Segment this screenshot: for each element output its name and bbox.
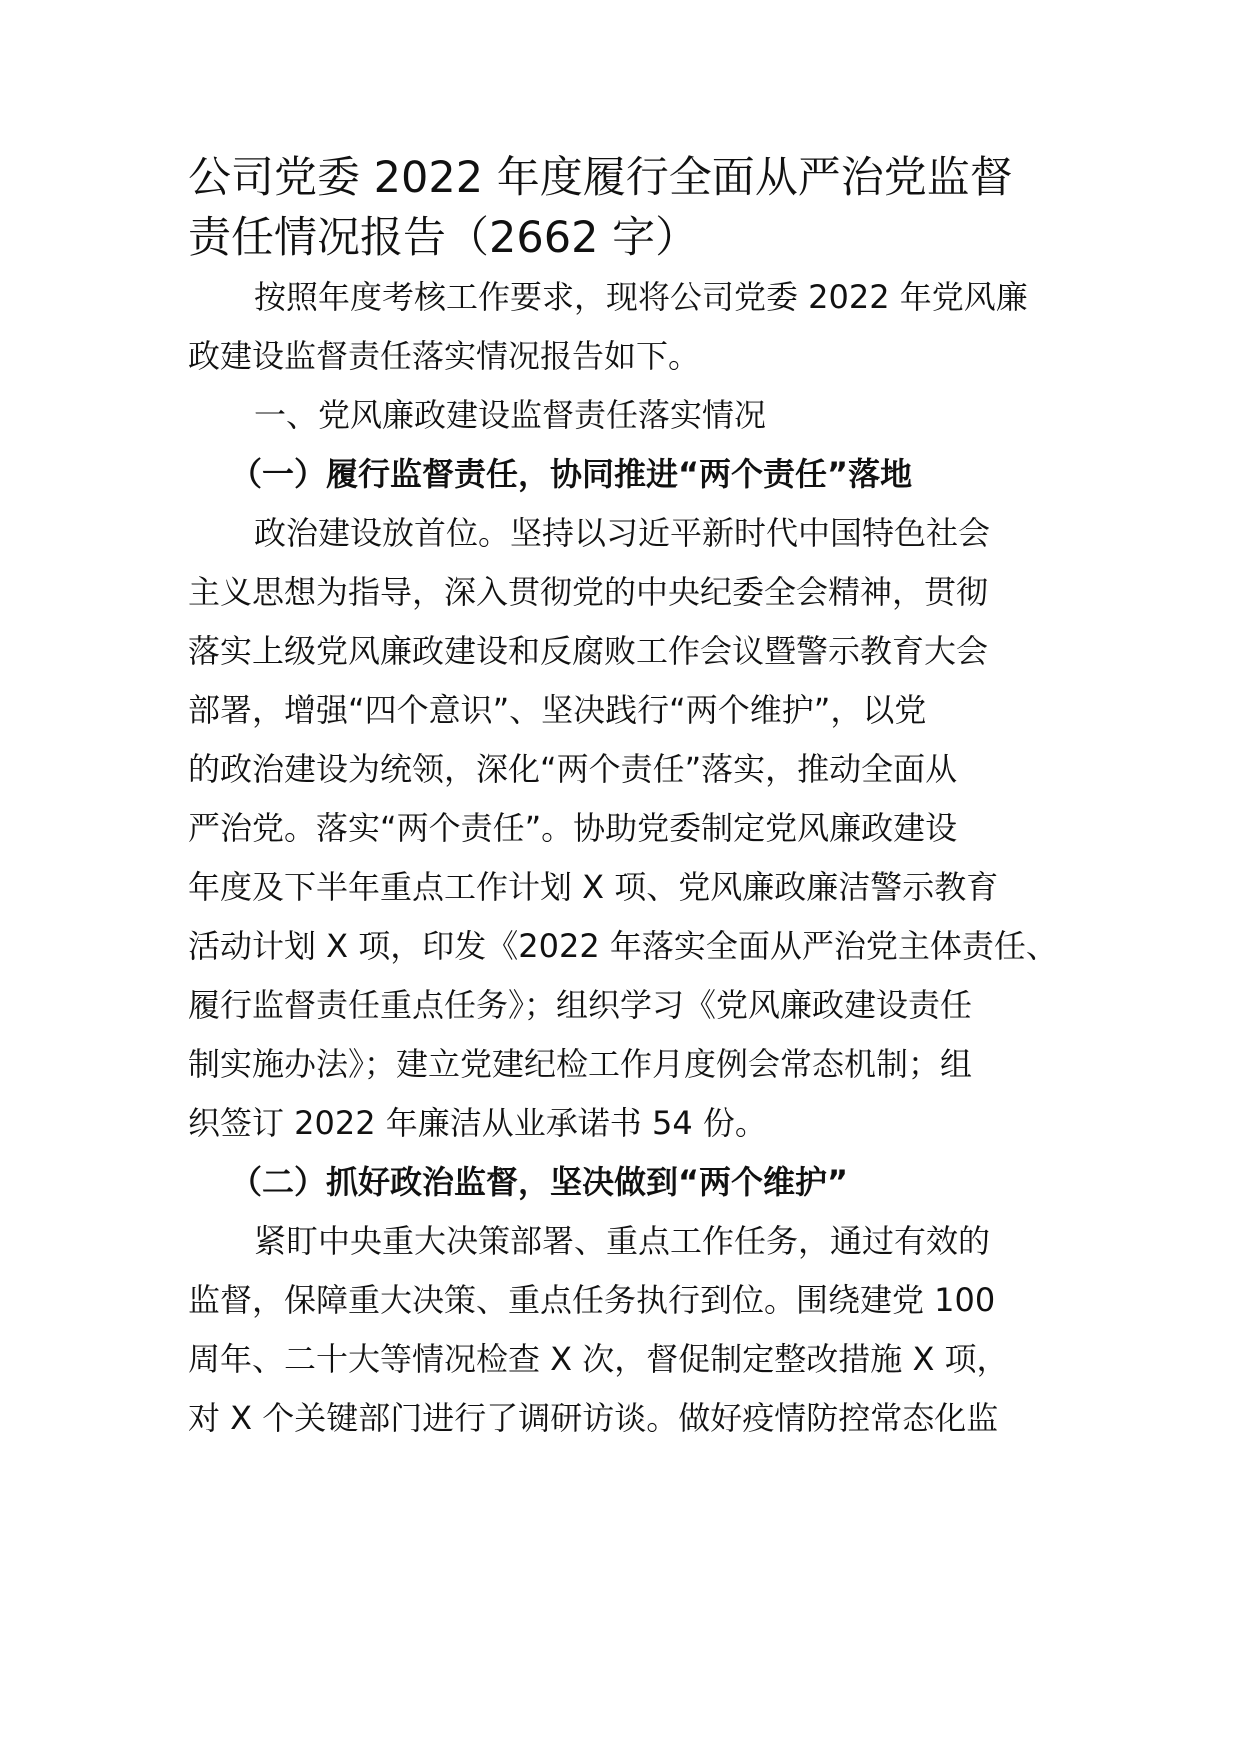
paragraph-line: 履行监督责任重点任务》；组织学习《党风廉政建设责任 xyxy=(188,986,973,1024)
document-title-line-2: 责任情况报告（2662 字） xyxy=(188,213,699,263)
intro-line-2: 政建设监督责任落实情况报告如下。 xyxy=(188,337,701,375)
paragraph-line: 落实上级党风廉政建设和反腐败工作会议暨警示教育大会 xyxy=(188,632,989,670)
paragraph-line: 主义思想为指导，深入贯彻党的中央纪委全会精神，贯彻 xyxy=(188,573,989,611)
intro-line-1: 按照年度考核工作要求，现将公司党委 2022 年党风廉 xyxy=(254,278,1028,316)
subsection-2-heading: （二）抓好政治监督，坚决做到“两个维护” xyxy=(230,1163,849,1201)
paragraph-line: 周年、二十大等情况检查 X 次，督促制定整改措施 X 项， xyxy=(188,1340,1009,1378)
section-1-heading: 一、党风廉政建设监督责任落实情况 xyxy=(254,396,767,434)
paragraph-line: 监督，保障重大决策、重点任务执行到位。围绕建党 100 xyxy=(188,1281,996,1319)
paragraph-line: 年度及下半年重点工作计划 X 项、党风廉政廉洁警示教育 xyxy=(188,868,999,906)
paragraph-line: 严治党。落实“两个责任”。协助党委制定党风廉政建设 xyxy=(188,809,958,847)
paragraph-line: 活动计划 X 项，印发《2022 年落实全面从严治党主体责任、 xyxy=(188,927,1058,965)
paragraph-line: 制实施办法》；建立党建纪检工作月度例会常态机制；组 xyxy=(188,1045,973,1083)
paragraph-line: 对 X 个关键部门进行了调研访谈。做好疫情防控常态化监 xyxy=(188,1399,999,1437)
subsection-1-heading: （一）履行监督责任，协同推进“两个责任”落地 xyxy=(230,455,913,493)
document-title-line-1: 公司党委 2022 年度履行全面从严治党监督 xyxy=(188,153,1013,203)
paragraph-line: 织签订 2022 年廉洁从业承诺书 54 份。 xyxy=(188,1104,767,1142)
paragraph-line: 部署，增强“四个意识”、坚决践行“两个维护”，以党 xyxy=(188,691,927,729)
paragraph-line: 紧盯中央重大决策部署、重点工作任务，通过有效的 xyxy=(254,1222,991,1260)
paragraph-line: 政治建设放首位。坚持以习近平新时代中国特色社会 xyxy=(254,514,991,552)
paragraph-line: 的政治建设为统领，深化“两个责任”落实，推动全面从 xyxy=(188,750,958,788)
